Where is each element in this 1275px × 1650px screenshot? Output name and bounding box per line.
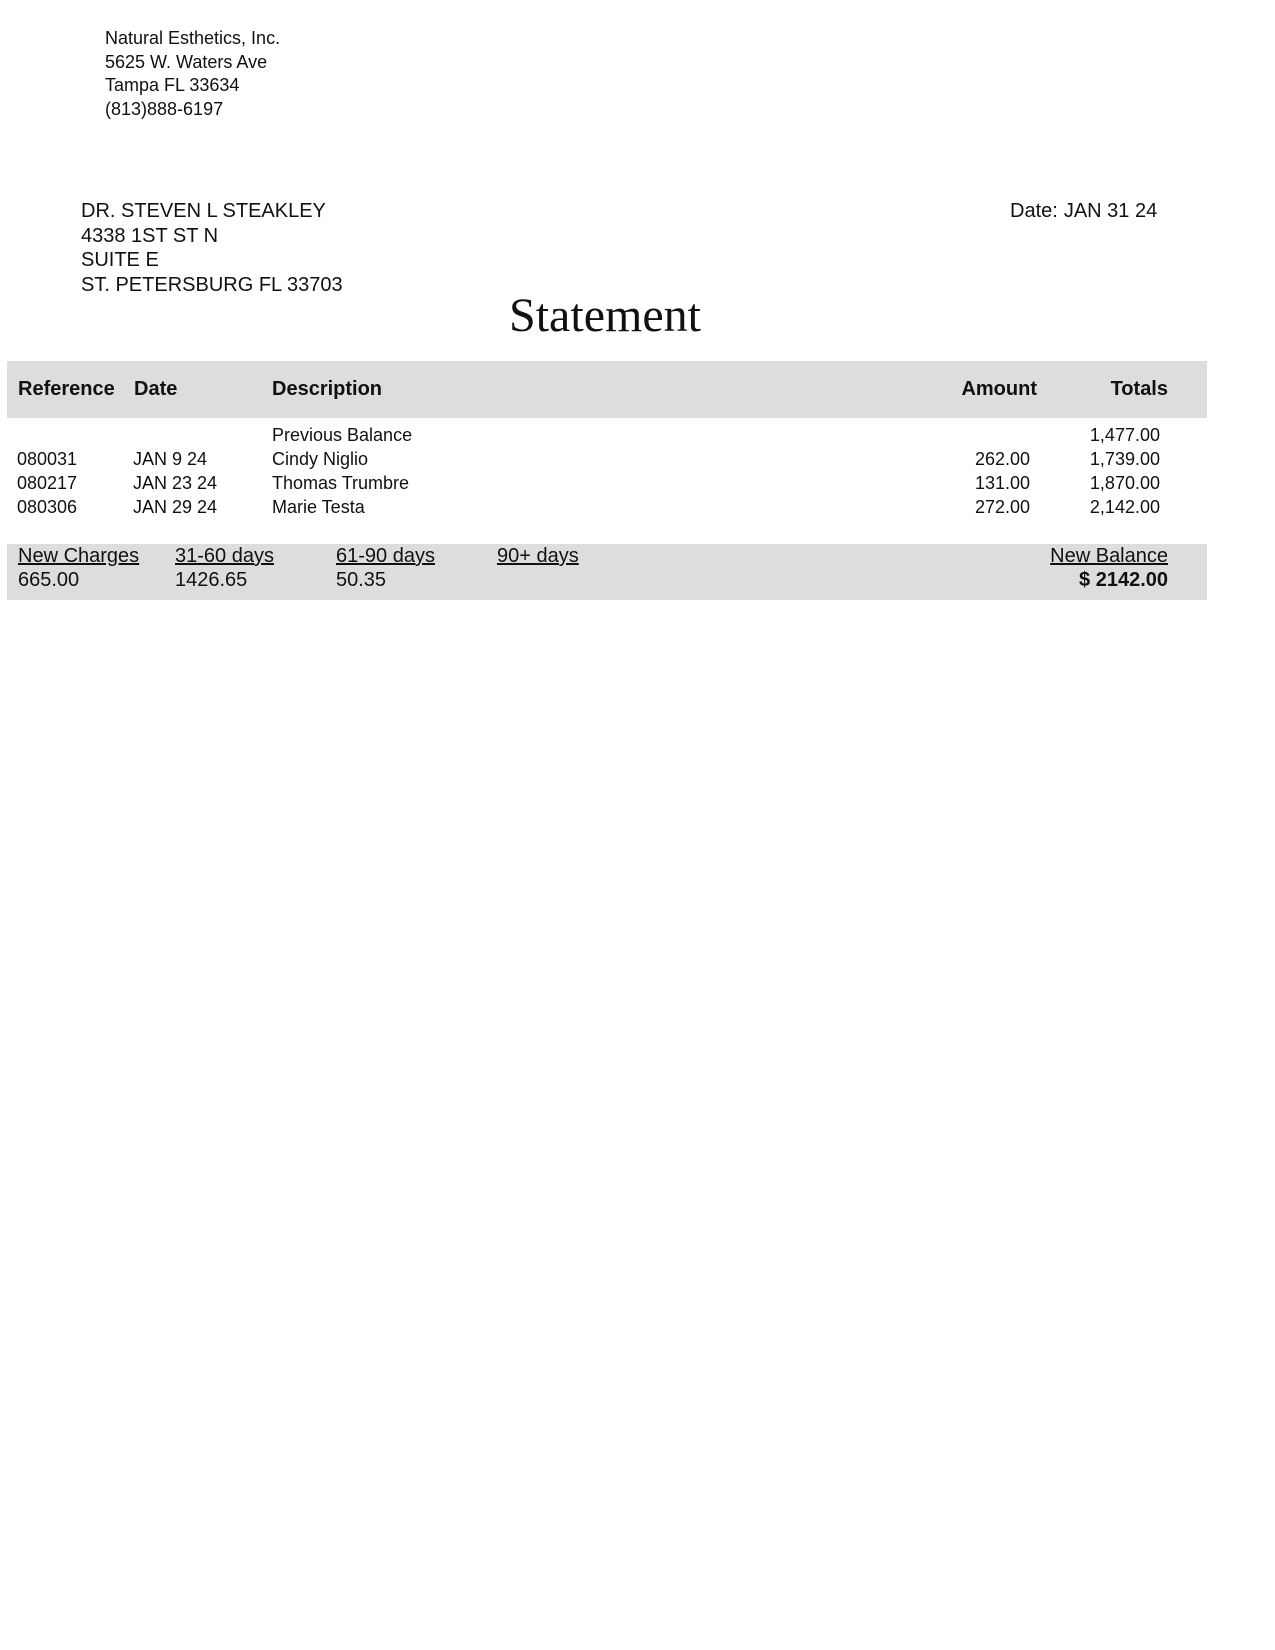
recipient-name: DR. STEVEN L STEAKLEY — [81, 200, 326, 222]
previous-balance-total: 1,477.00 — [1089, 425, 1160, 445]
days-90-plus-label: 90+ days — [497, 545, 579, 567]
row-amount: 131.00 — [974, 473, 1030, 493]
statement-date — [1010, 199, 1157, 223]
row-total: 1,870.00 — [1089, 473, 1160, 493]
column-header-description: Description — [272, 378, 383, 400]
row-amount: 272.00 — [974, 497, 1030, 517]
row-date: JAN 23 24 — [133, 473, 218, 493]
sender-phone: (813)888-6197 — [105, 98, 224, 119]
row-reference: 080306 — [17, 497, 78, 517]
row-reference: 080031 — [17, 449, 78, 469]
sender-name: Natural Esthetics, Inc. — [105, 28, 281, 48]
new-charges-label: New Charges — [18, 545, 140, 567]
row-total: 2,142.00 — [1089, 497, 1160, 517]
row-amount: 262.00 — [974, 449, 1030, 469]
recipient-city-state-zip: ST. PETERSBURG FL 33703 — [81, 273, 343, 296]
column-header-reference: Reference — [18, 378, 115, 400]
row-description: Thomas Trumbre — [272, 473, 410, 493]
row-reference: 080217 — [17, 473, 78, 493]
column-header-amount: Amount — [961, 378, 1037, 400]
row-description: Marie Testa — [272, 497, 365, 517]
statement-date-value: JAN 31 24 — [1063, 200, 1158, 222]
days-61-90-value: 50.35 — [336, 569, 387, 591]
new-balance-value: $ 2142.00 — [1079, 569, 1168, 591]
new-balance-label: New Balance — [1050, 545, 1168, 567]
page-title: Statement — [509, 289, 701, 342]
new-charges-value: 665.00 — [18, 569, 80, 591]
days-31-60-value: 1426.65 — [175, 569, 248, 591]
recipient-suite: SUITE E — [81, 249, 159, 271]
days-31-60-label: 31-60 days — [175, 545, 274, 567]
days-61-90-label: 61-90 days — [336, 545, 435, 567]
previous-balance-label: Previous Balance — [272, 425, 413, 445]
sender-city-state-zip: Tampa FL 33634 — [105, 75, 240, 95]
recipient-address-block — [81, 199, 343, 297]
recipient-street: 4338 1ST ST N — [81, 224, 219, 247]
sender-address-block — [105, 27, 280, 121]
statement-date-label: Date: — [1010, 200, 1058, 222]
row-date: JAN 9 24 — [133, 449, 208, 469]
row-date: JAN 29 24 — [133, 497, 218, 517]
column-header-date: Date — [134, 378, 178, 400]
sender-street: 5625 W. Waters Ave — [105, 51, 268, 72]
row-total: 1,739.00 — [1089, 449, 1160, 469]
row-description: Cindy Niglio — [272, 449, 369, 469]
column-header-totals: Totals — [1110, 378, 1168, 400]
